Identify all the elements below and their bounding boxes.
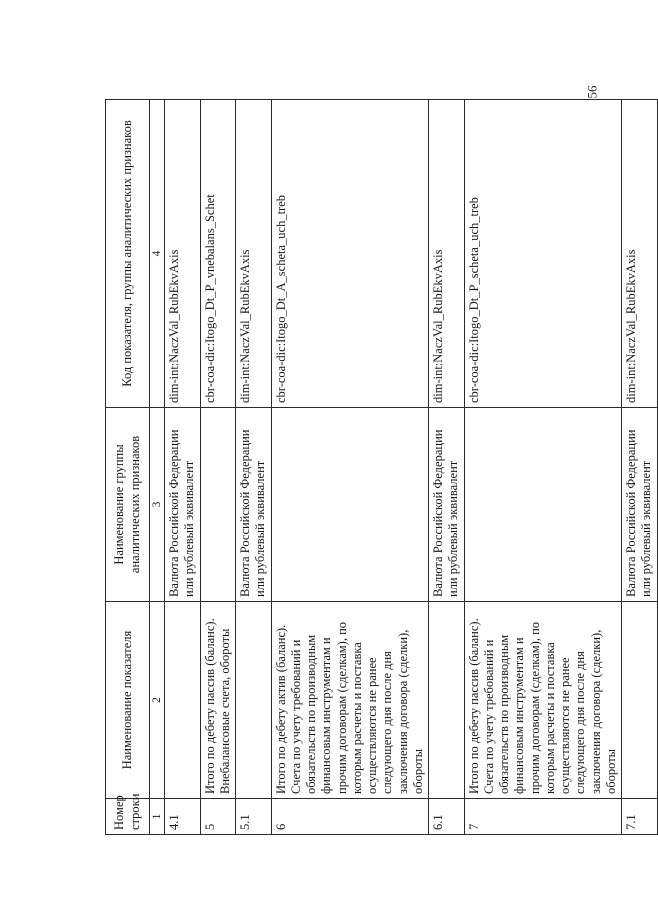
table-row <box>271 100 429 835</box>
row-number: 7 <box>464 799 622 835</box>
indicator-name <box>236 602 272 799</box>
row-number: 4.1 <box>165 799 201 835</box>
row-number: 6.1 <box>429 799 465 835</box>
group-name: Валюта Российской Федерации или рублевый эквивалент <box>165 408 201 602</box>
indicator-name <box>165 602 201 799</box>
header-code: Код показателя, группы аналитических признаков <box>106 100 150 408</box>
indicator-code: dim-int:NaczVal_RubEkvAxis <box>236 100 272 408</box>
group-name: Валюта Российской Федерации или рублевый эквивалент <box>236 408 272 602</box>
indicator-code: dim-int:NaczVal_RubEkvAxis <box>622 100 658 408</box>
indicator-code: cbr-coa-dic:Itogo_Dt_P_scheta_uch_treb <box>464 100 622 408</box>
row-number: 6 <box>271 799 429 835</box>
group-name: Валюта Российской Федерации или рублевый эквивалент <box>622 408 658 602</box>
column-number: 1 <box>150 799 165 835</box>
table-rotator <box>105 100 654 835</box>
column-number: 2 <box>150 602 165 799</box>
table-row <box>622 100 658 835</box>
indicator-name <box>622 602 658 799</box>
row-number: 7.1 <box>622 799 658 835</box>
indicator-code: cbr-coa-dic:Itogo_Dt_P_vnebalans_Schet <box>200 100 236 408</box>
table-row <box>200 100 236 835</box>
indicator-table <box>105 99 658 835</box>
group-name <box>271 408 429 602</box>
column-number: 4 <box>150 100 165 408</box>
table-row <box>165 100 201 835</box>
row-number: 5.1 <box>236 799 272 835</box>
group-name <box>200 408 236 602</box>
indicator-name: Итого по дебету пассив (баланс). Счета по учету требований и обязательств по производным финансовым инструментам и прочим договорам (сделкам), по которым расчеты и поставка осуществляются не ранее следующего дня после дня заключения договора (сделки), обороты <box>464 602 622 799</box>
group-name: Валюта Российской Федерации или рублевый эквивалент <box>429 408 465 602</box>
header-indicator-name: Наименование показателя <box>106 602 150 799</box>
group-name <box>464 408 622 602</box>
indicator-code: dim-int:NaczVal_RubEkvAxis <box>429 100 465 408</box>
rotated-sheet <box>105 100 654 835</box>
column-number-row <box>150 100 165 835</box>
indicator-code: cbr-coa-dic:Itogo_Dt_A_scheta_uch_treb <box>271 100 429 408</box>
header-row <box>106 100 150 835</box>
indicator-name <box>429 602 465 799</box>
indicator-name: Итого по дебету актив (баланс). Счета по учету требований и обязательств по производным финансовым инструментам и прочим договорам (сделкам), по которым расчеты и поставка осуществляются не ранее следующего дня после дня заключения договора (сделки), обороты <box>271 602 429 799</box>
table-row <box>464 100 622 835</box>
table-row <box>236 100 272 835</box>
row-number: 5 <box>200 799 236 835</box>
indicator-name: Итого по дебету пассив (баланс). Внебалансовые счета, обороты <box>200 602 236 799</box>
column-number: 3 <box>150 408 165 602</box>
header-group-name: Наименование группы аналитических признаков <box>106 408 150 602</box>
table-row <box>429 100 465 835</box>
header-row-number: Номер строки <box>106 799 150 835</box>
indicator-code: dim-int:NaczVal_RubEkvAxis <box>165 100 201 408</box>
page-number: 56 <box>584 85 600 99</box>
